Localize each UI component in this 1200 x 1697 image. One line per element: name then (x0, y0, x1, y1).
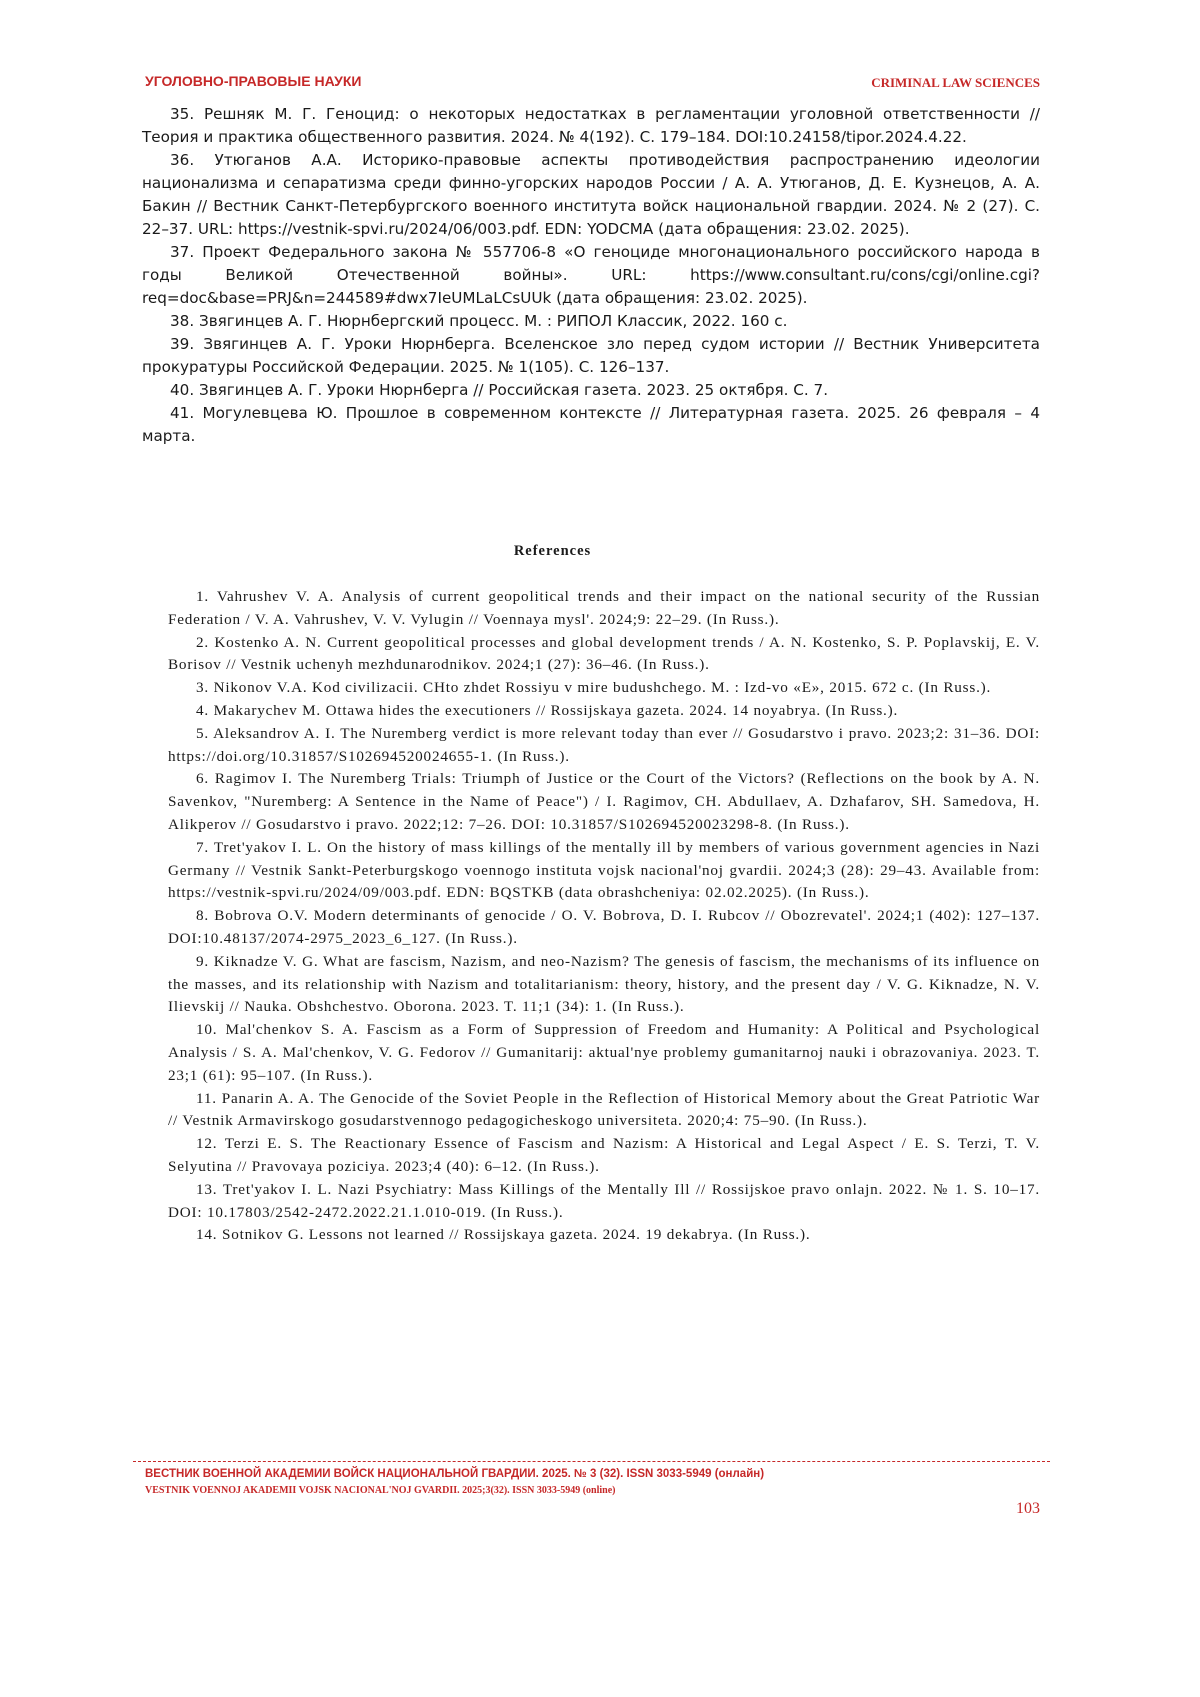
reference-item: 11. Panarin A. A. The Genocide of the Soviet People in the Reflection of Historical Memory about the Great Patriotic War // Vestnik Armavirskogo gosudarstvennogo pedagogicheskogo universiteta. 2020;4: 75–90. (In Russ.). (168, 1089, 1040, 1130)
reference-item: 8. Bobrova O.V. Modern determinants of genocide / O. V. Bobrova, D. I. Rubcov // Obozrevatel'. 2024;1 (402): 127–137. DOI:10.48137/2074-2975_2023_6_127. (In Russ.). (168, 907, 1040, 947)
reference-item: 5. Aleksandrov A. I. The Nuremberg verdict is more relevant today than ever // Gosudarstvo i pravo. 2023;2: 31–36. DOI: https://doi.org/10.31857/S102694520024655-1. (In Russ.). (168, 724, 1040, 765)
running-header-section-ru: УГОЛОВНО-ПРАВОВЫЕ НАУКИ (145, 73, 362, 89)
reference-item: 12. Terzi E. S. The Reactionary Essence of Fascism and Nazism: A Historical and Legal Aspect / E. S. Terzi, T. V. Selyutina // Pravovaya poziciya. 2023;4 (40): 6–12. (In Russ.). (168, 1135, 1040, 1175)
reference-item: 4. Makarychev M. Ottawa hides the executioners // Rossijskaya gazeta. 2024. 14 noyabrya. (In Russ.). (196, 701, 899, 719)
reference-item: 10. Mal'chenkov S. A. Fascism as a Form of Suppression of Freedom and Humanity: A Political and Psychological Analysis / S. A. Mal'chenkov, V. G. Fedorov // Gumanitarij: aktual'nye problemy gumanitarnoj nauki i obrazovaniya. 2023. T. 23;1 (61): 95–107. (In Russ.). (168, 1021, 1040, 1084)
reference-item: 41. Могулевцева Ю. Прошлое в современном контексте // Литературная газета. 2025. 26 февраля – 4 марта. (142, 404, 1040, 445)
reference-item: 37. Проект Федерального закона № 557706-8 «О геноциде многонационального российского народа в годы Великой Отечественной войны». URL: https://www.consultant.ru/cons/cgi/online.cgi?req=doc&base=PRJ&n=244589#dwx7IeUMLaLCsUUk (дата обращения: 23.02. 2025). (142, 243, 1040, 307)
footer-journal-ru: ВЕСТНИК ВОЕННОЙ АКАДЕМИИ ВОЙСК НАЦИОНАЛЬНОЙ ГВАРДИИ. 2025. № 3 (32). ISSN 3033-5949 (онлайн) (145, 1468, 765, 1480)
reference-item: 2. Kostenko A. N. Current geopolitical processes and global development trends / A. N. Kostenko, S. P. Poplavskij, E. V. Borisov // Vestnik uchenyh mezhdunarodnikov. 2024;1 (27): 36–46. (In Russ.). (168, 633, 1040, 674)
reference-item: 14. Sotnikov G. Lessons not learned // Rossijskaya gazeta. 2024. 19 dekabrya. (In Russ.). (196, 1226, 811, 1244)
reference-item: 38. Звягинцев А. Г. Нюрнбергский процесс. М. : РИПОЛ Классик, 2022. 160 с. (170, 312, 788, 330)
reference-item: 1. Vahrushev V. A. Analysis of current geopolitical trends and their impact on the national security of the Russian Federation / V. A. Vahrushev, V. V. Vylugin // Voennaya mysl'. 2024;9: 22–29. (In Russ.). (168, 588, 1040, 628)
english-reference-list (168, 586, 1040, 1247)
reference-item: 6. Ragimov I. The Nuremberg Trials: Triumph of Justice or the Court of the Victors? (Reflections on the book by A. N. Savenkov, "Nuremberg: A Sentence in the Name of Peace") / I. Ragimov, CH. Abdullaev, A. Dzhafarov, SH. Samedova, H. Alikperov // Gosudarstvo i pravo. 2022;12: 7–26. DOI: 10.31857/S102694520023298-8. (In Russ.). (168, 770, 1040, 833)
reference-item: 35. Решняк М. Г. Геноцид: о некоторых недостатках в регламентации уголовной ответственности // Теория и практика общественного развития. 2024. № 4(192). С. 179–184. DOI:10.24158/tipor.2024.4.22. (142, 105, 1040, 146)
reference-item: 13. Tret'yakov I. L. Nazi Psychiatry: Mass Killings of the Mentally Ill // Rossijskoe pravo onlajn. 2022. № 1. S. 10–17. DOI: 10.17803/2542-2472.2022.21.1.010-019. (In Russ.). (168, 1180, 1040, 1221)
reference-item: 40. Звягинцев А. Г. Уроки Нюрнберга // Российская газета. 2023. 25 октября. С. 7. (170, 381, 829, 399)
reference-item: 7. Tret'yakov I. L. On the history of mass killings of the mentally ill by members of various government agencies in Nazi Germany // Vestnik Sankt-Peterburgskogo voennogo instituta vojsk nacional'noj gvardii. 2024;3 (28): 29–43. Available from: https://vestnik-spvi.ru/2024/09/003.pdf. EDN: BQSTKB (data obrashcheniya: 02.02.2025). (In Russ.). (168, 838, 1040, 902)
references-heading: References (513, 543, 592, 559)
footer-divider (133, 1461, 1050, 1462)
reference-item: 9. Kiknadze V. G. What are fascism, Nazism, and neo-Nazism? The genesis of fascism, the mechanisms of its influence on the masses, and its relationship with Nazism and totalitarianism: theory, history, and the present day / V. G. Kiknadze, N. V. Ilievskij // Nauka. Obshchestvo. Oborona. 2023. T. 11;1 (34): 1. (In Russ.). (168, 952, 1040, 1016)
footer-journal-en: VESTNIK VOENNOJ AKADEMII VOJSK NACIONAL'NOJ GVARDII. 2025;3(32). ISSN 3033-5949 (online) (145, 1485, 616, 1496)
reference-item: 39. Звягинцев А. Г. Уроки Нюрнберга. Вселенское зло перед судом истории // Вестник Университета прокуратуры Российской Федерации. 2025. № 1(105). С. 126–137. (142, 335, 1040, 376)
page-number: 103 (1016, 1500, 1040, 1517)
reference-item: 3. Nikonov V.A. Kod civilizacii. CHto zhdet Rossiyu v mire budushchego. M. : Izd-vo «E», 2015. 672 c. (In Russ.). (196, 679, 992, 697)
reference-item: 36. Утюганов А.А. Историко-правовые аспекты противодействия распространению идеологии национализма и сепаратизма среди финно-угорских народов России / А. А. Утюганов, Д. Е. Кузнецов, А. А. Бакин // Вестник Санкт-Петербургского военного института войск национальной гвардии. 2024. № 2 (27). С. 22–37. URL: https://vestnik-spvi.ru/2024/06/003.pdf. EDN: YODCMA (дата обращения: 23.02. 2025). (142, 151, 1040, 238)
russian-reference-list (142, 103, 1040, 448)
running-header-section-en: CRIMINAL LAW SCIENCES (871, 75, 1040, 90)
